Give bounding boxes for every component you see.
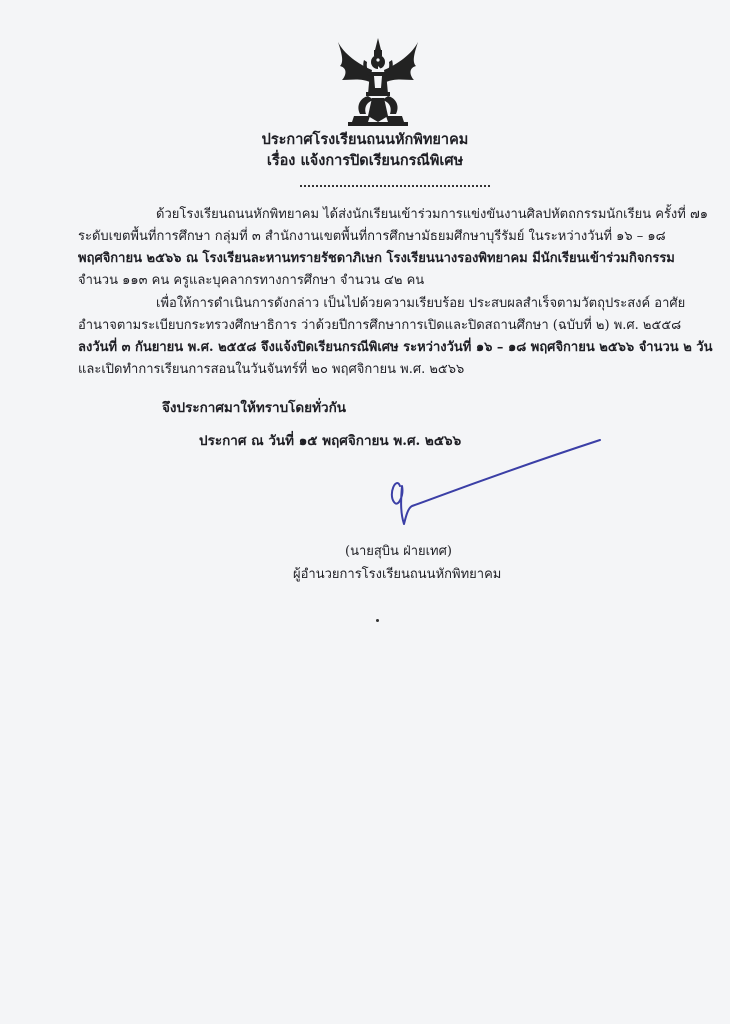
signature-icon [370,436,602,528]
paragraph-2-line: อำนาจตามระเบียบกระทรวงศึกษาธิการ ว่าด้วยปีการศึกษาการเปิดและปิดสถานศึกษา (ฉบับที่ ๒) พ.ศ. ๒๕๕๘ [78,318,682,333]
announcement-subject: เรื่อง แจ้งการปิดเรียนกรณีพิเศษ [266,152,464,169]
paragraph-1-line: ด้วยโรงเรียนถนนหักพิทยาคม ได้ส่งนักเรียนเข้าร่วมการแข่งขันงานศิลปหัตถกรรมนักเรียน ครั้งที่ ๗๑ [156,207,708,222]
paragraph-1-line: พฤศจิกายน ๒๕๖๖ ณ โรงเรียนละหานทรายรัชดาภิเษก โรงเรียนนางรองพิทยาคม มีนักเรียนเข้าร่วมกิจกรรม [78,251,675,266]
paragraph-1 [78,204,708,292]
paragraph-2-line: และเปิดทำการเรียนการสอนในวันจันทร์ที่ ๒๐ พฤศจิกายน พ.ศ. ๒๕๖๖ [78,362,465,377]
signer-position: ผู้อำนวยการโรงเรียนถนนหักพิทยาคม [293,567,502,582]
paragraph-1-line: จำนวน ๑๑๓ คน ครูและบุคลากรทางการศึกษา จำนวน ๔๒ คน [78,273,425,288]
announcement-title: ประกาศโรงเรียนถนนหักพิทยาคม [261,131,469,148]
paragraph-2-line: เพื่อให้การดำเนินการดังกล่าว เป็นไปด้วยความเรียบร้อย ประสบผลสำเร็จตามวัตถุประสงค์ อาศัย [156,296,686,311]
signer-name: (นายสุบิน ฝ่ายเทศ) [345,544,452,559]
paragraph-2 [78,293,713,381]
paragraph-2-line: ลงวันที่ ๓ กันยายน พ.ศ. ๒๕๕๘ จึงแจ้งปิดเรียนกรณีพิเศษ ระหว่างวันที่ ๑๖ – ๑๘ พฤศจิกายน ๒๕๖๖ จำนวน ๒ วัน [78,340,713,355]
announcement-date: ประกาศ ณ วันที่ ๑๕ พฤศจิกายน พ.ศ. ๒๕๖๖ [199,433,462,449]
paragraph-1-line: ระดับเขตพื้นที่การศึกษา กลุ่มที่ ๓ สำนักงานเขตพื้นที่การศึกษามัธยมศึกษาบุรีรัมย์ ในระหว่างวันที่ ๑๖ – ๑๘ [78,229,666,244]
garuda-emblem-icon [334,36,422,128]
closing-statement: จึงประกาศมาให้ทราบโดยทั่วกัน [162,400,346,416]
ink-speck [376,619,379,622]
dotted-divider [300,185,490,187]
